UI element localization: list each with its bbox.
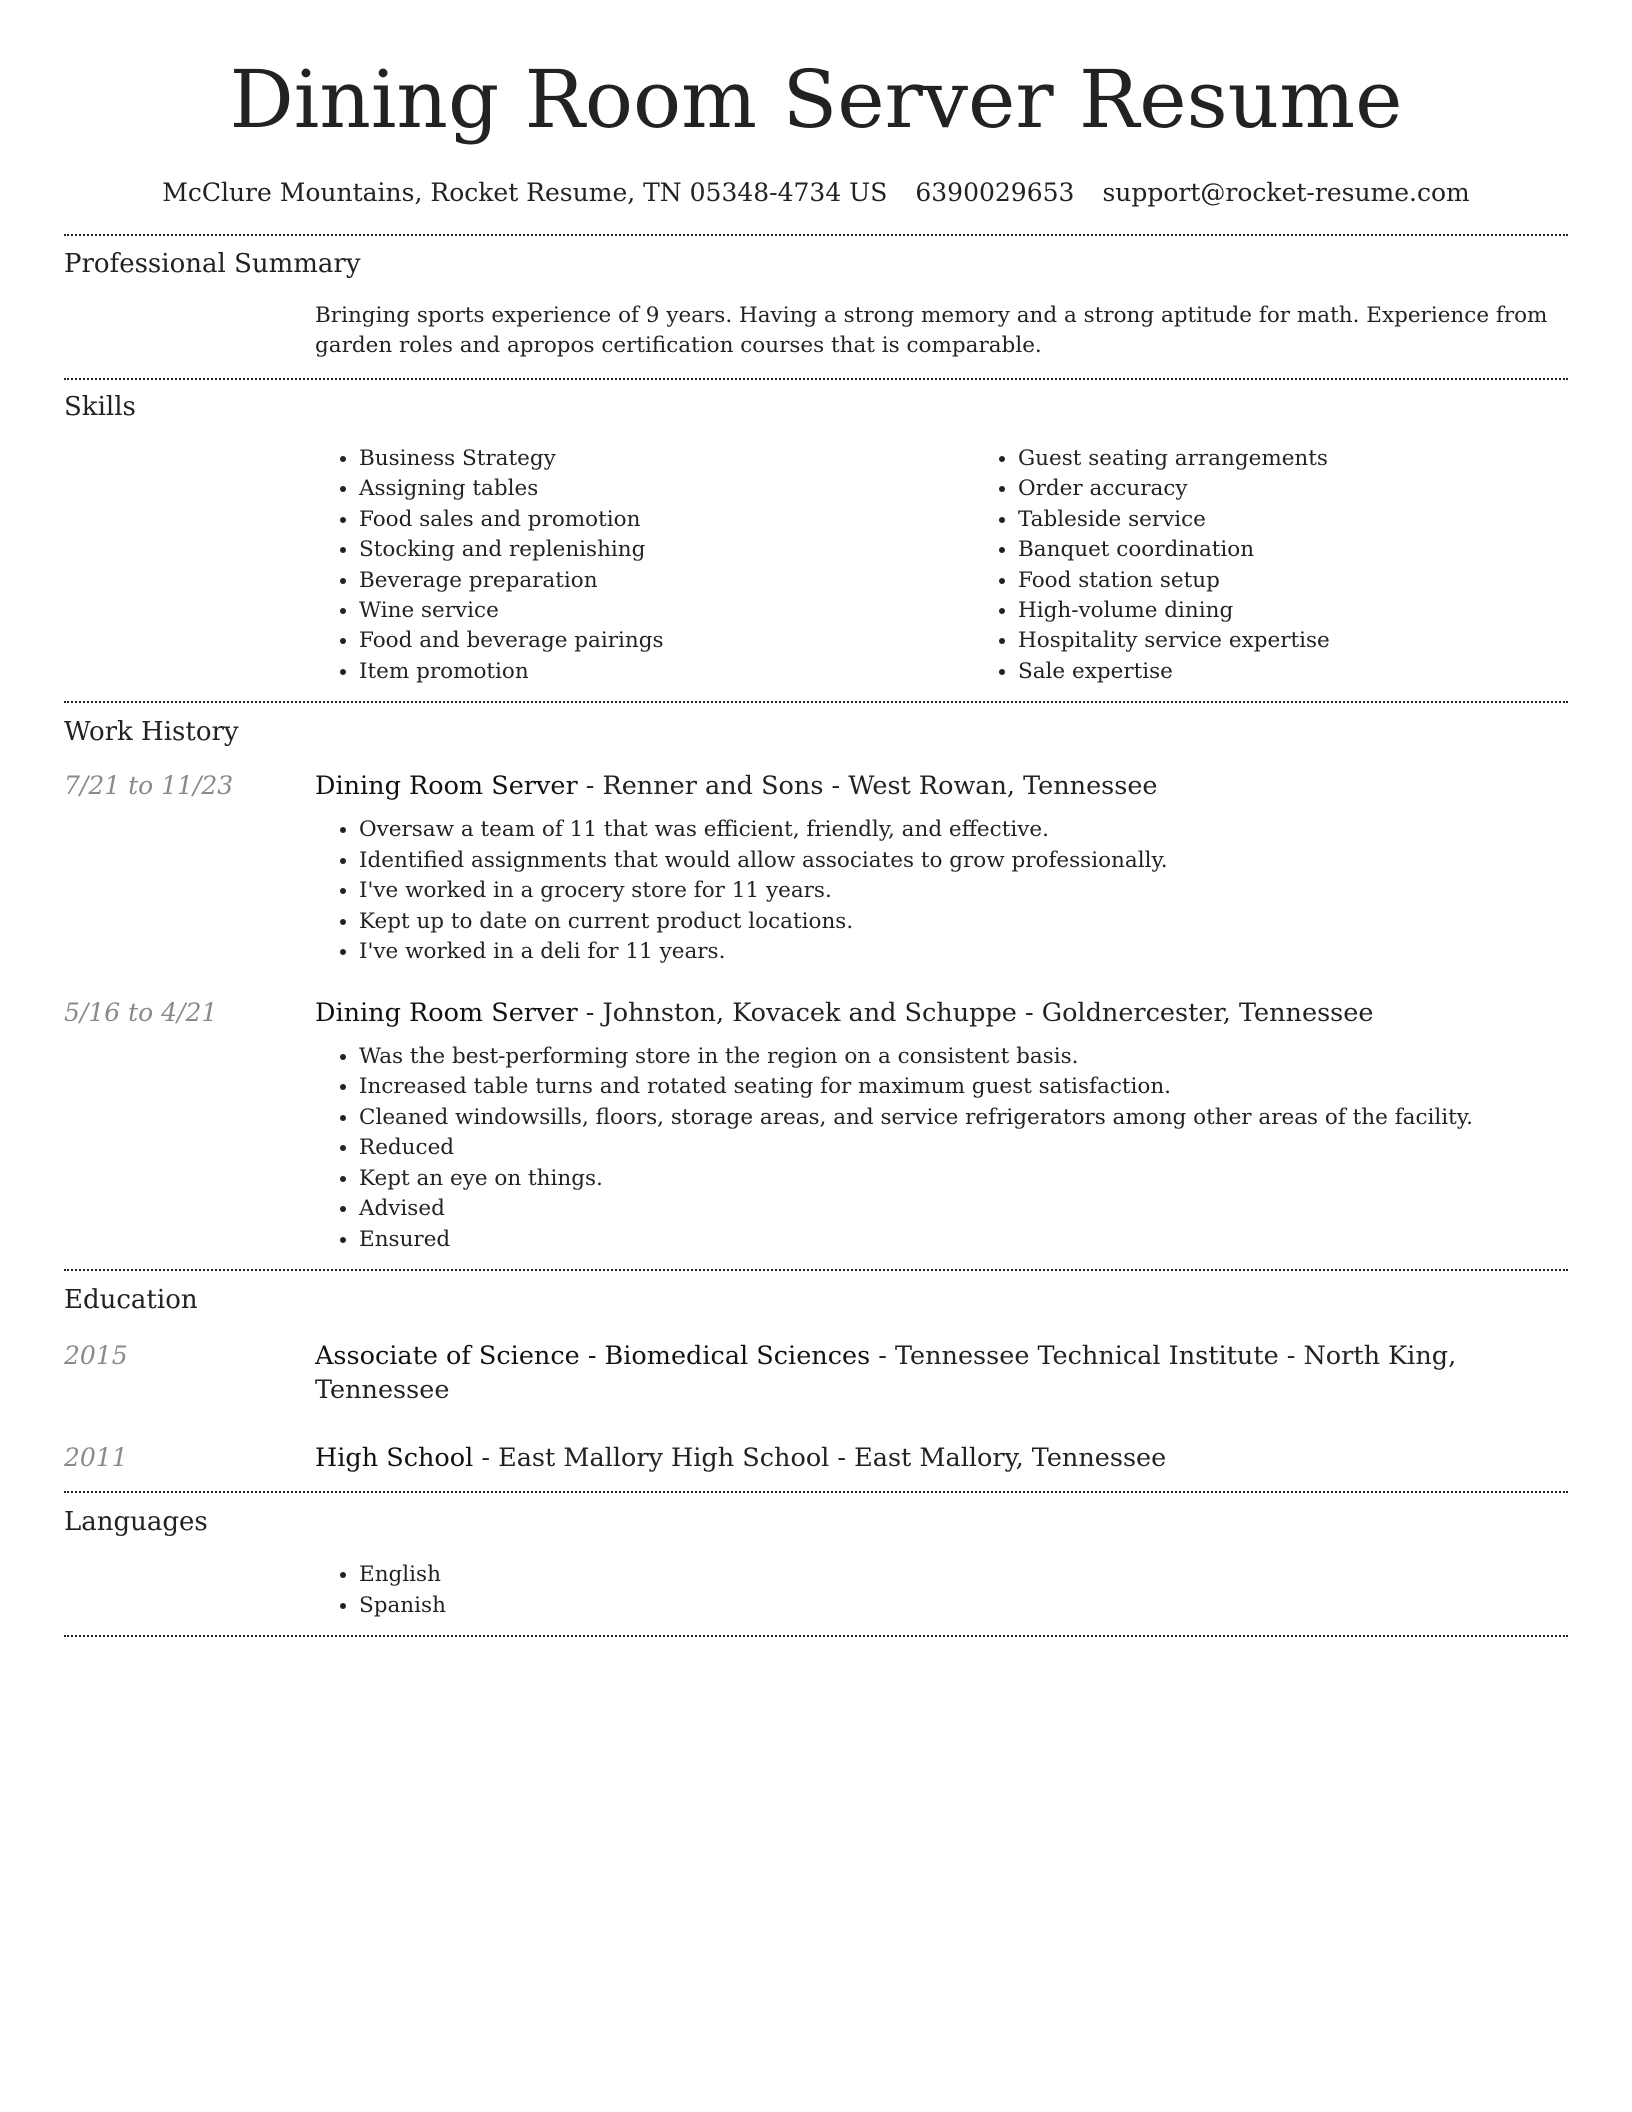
job-bullet: • Increased table turns and rotated seating for maximum guest satisfaction.: [359, 1072, 1568, 1103]
language-item: • English: [359, 1559, 1568, 1590]
skills-list-right: [974, 444, 1632, 687]
skill-item: • Tableside service: [1018, 505, 1632, 535]
education-year: 2011: [64, 1443, 128, 1473]
skill-item: • Order accuracy: [1018, 474, 1632, 504]
summary-section: [64, 0, 1568, 378]
job-bullets: [315, 1042, 1568, 1270]
section-title-education: Education: [64, 1285, 198, 1316]
education-school: - East Mallory High School - East Mallory, Tennessee: [473, 1443, 1167, 1474]
skills-columns: [315, 444, 1568, 687]
education-section: [64, 1271, 1568, 1491]
skills-section: [64, 380, 1568, 701]
education-school: - Tennessee Technical Institute - North King, Tennessee: [315, 1341, 1457, 1406]
skills-content: [315, 444, 1568, 701]
job-bullet: • Kept an eye on things.: [359, 1164, 1568, 1195]
skill-item: • Wine service: [359, 596, 974, 626]
job-role: Dining Room Server: [315, 771, 578, 802]
skill-item: • High-volume dining: [1018, 596, 1632, 626]
job-entry: [64, 996, 1568, 1270]
job-title: [315, 769, 1158, 803]
skill-item: • Sale expertise: [1018, 657, 1632, 687]
section-title-languages: Languages: [64, 1507, 208, 1538]
skill-item: • Food station setup: [1018, 566, 1632, 596]
education-title: [315, 1441, 1166, 1475]
job-bullet: • Kept up to date on current product locations.: [359, 907, 1568, 938]
job-bullet: • I've worked in a grocery store for 11 years.: [359, 876, 1568, 907]
job-header: [64, 996, 1568, 1030]
job-bullet: • Reduced: [359, 1133, 1568, 1164]
contact-email: support@rocket-resume.com: [1102, 178, 1470, 207]
job-entry: [64, 769, 1568, 968]
contact-phone: 6390029653: [915, 178, 1075, 207]
job-bullet-list: [315, 1042, 1568, 1256]
education-degree: High School: [315, 1443, 474, 1474]
job-bullet: • Was the best-performing store in the region on a consistent basis.: [359, 1042, 1568, 1073]
skill-item: • Business Strategy: [359, 444, 974, 474]
job-bullet: • Oversaw a team of 11 that was efficient, friendly, and effective.: [359, 815, 1568, 846]
job-bullets: [315, 815, 1568, 968]
work-section: [64, 703, 1568, 1269]
languages-section: [64, 1493, 1568, 1635]
section-title-summary: Professional Summary: [64, 249, 361, 279]
skill-item: • Food sales and promotion: [359, 505, 974, 535]
job-bullet-list: [315, 815, 1568, 968]
skill-item: • Assigning tables: [359, 474, 974, 504]
education-entry: [64, 1441, 1568, 1491]
languages-list: [315, 1559, 1568, 1621]
skill-item: • Item promotion: [359, 657, 974, 687]
summary-content: [315, 301, 1568, 378]
summary-text: Bringing sports experience of 9 years. Having a strong memory and a strong aptitude for math. Experience from garden roles and apropos certification courses that is comparable.: [315, 303, 1548, 358]
job-bullet: • Identified assignments that would allow associates to grow professionally.: [359, 846, 1568, 877]
education-title: [315, 1339, 1568, 1407]
skill-item: • Stocking and replenishing: [359, 535, 974, 565]
skills-list-left: [315, 444, 974, 687]
skill-item: • Food and beverage pairings: [359, 626, 974, 656]
skill-item: • Banquet coordination: [1018, 535, 1632, 565]
job-bullet: • Cleaned windowsills, floors, storage areas, and service refrigerators among other areas of the facility.: [359, 1103, 1568, 1134]
language-item: • Spanish: [359, 1590, 1568, 1621]
job-header: [64, 769, 1568, 803]
education-year: 2015: [64, 1341, 128, 1371]
job-bullet: • Ensured: [359, 1225, 1568, 1256]
divider: [64, 1635, 1568, 1637]
job-employer: - Renner and Sons - West Rowan, Tennessee: [577, 771, 1158, 802]
languages-content: [315, 1559, 1568, 1635]
education-degree: Associate of Science - Biomedical Sciences: [315, 1341, 871, 1372]
contact-address: McClure Mountains, Rocket Resume, TN 05348-4734 US: [162, 178, 888, 207]
job-role: Dining Room Server: [315, 997, 578, 1028]
skill-item: • Beverage preparation: [359, 566, 974, 596]
job-bullet: • I've worked in a deli for 11 years.: [359, 937, 1568, 968]
job-title: [315, 996, 1373, 1030]
education-entry: [64, 1339, 1568, 1407]
page-title: Dining Room Server Resume: [229, 53, 1403, 146]
job-employer: - Johnston, Kovacek and Schuppe - Goldnercester, Tennessee: [577, 997, 1374, 1028]
section-title-skills: Skills: [64, 392, 136, 422]
skill-item: • Guest seating arrangements: [1018, 444, 1632, 474]
section-title-work: Work History: [64, 717, 239, 748]
job-dates: 5/16 to 4/21: [64, 997, 218, 1027]
job-bullet: • Advised: [359, 1194, 1568, 1225]
job-dates: 7/21 to 11/23: [64, 771, 234, 801]
skill-item: • Hospitality service expertise: [1018, 626, 1632, 656]
